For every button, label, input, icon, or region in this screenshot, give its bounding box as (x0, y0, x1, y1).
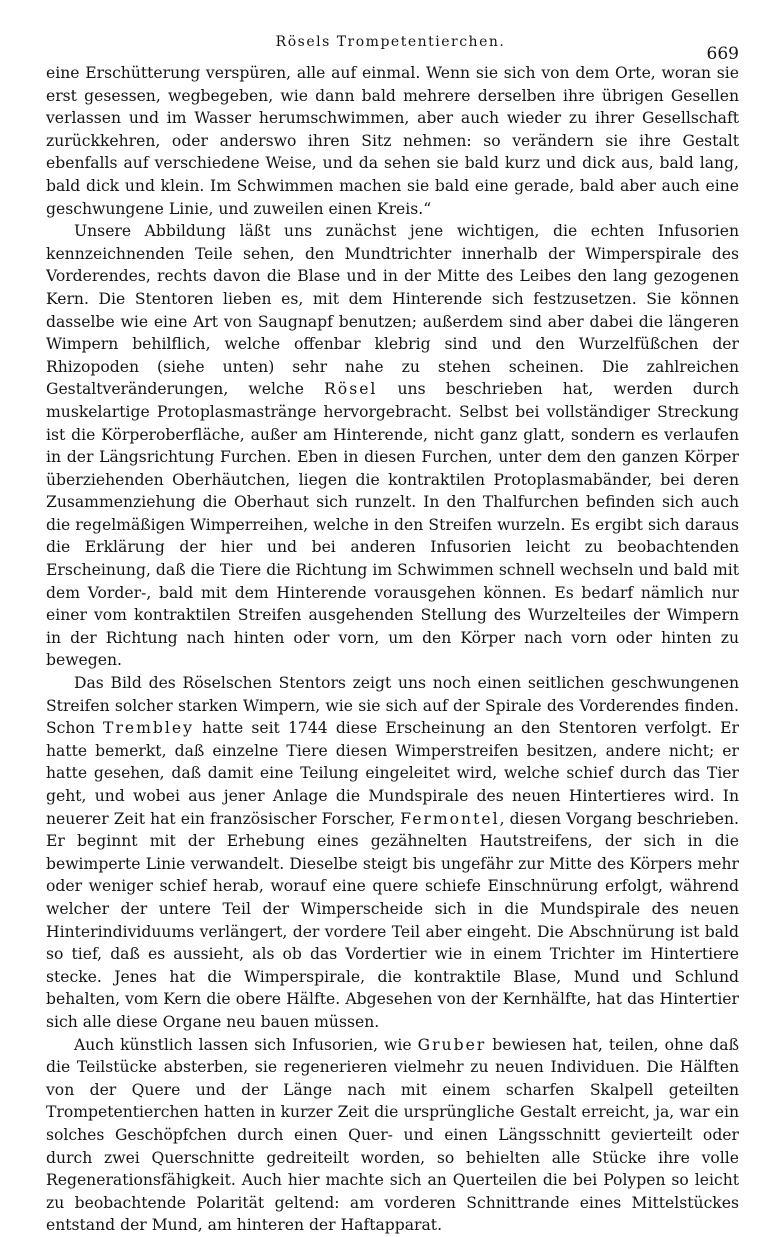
author-name-trembley: Trembley (103, 719, 194, 738)
author-name-gruber: Gruber (417, 1035, 487, 1054)
body-text (46, 62, 739, 1237)
paragraph-3 (46, 672, 739, 1034)
author-name-fermontel: Fermontel (400, 809, 500, 828)
paragraph-3-text-c: , diesen Vorgang beschrieben. Er beginnt mit der Erhebung eines gezähnelten Hautstreifens, der sich in die bewimperte Linie verwandelt. Dieselbe steigt bis ungefähr zur Mitte des Körpers mehr oder weniger schief herab, worauf eine quere schiefe Einschnürung erfolgt, während welcher der untere Teil der Wimperscheide sich in die Mundspirale des neuen Hinterindividuums verlängert, der vordere Teil aber eingeht. Die Abschnürung ist bald so tief, daß es aussieht, als ob das Vordertier wie in einem Trichter im Hintertiere stecke. Jenes hat die Wimperspirale, die kontraktile Blase, Mund und Schlund behalten, vom Kern die obere Hälfte. Abgesehen von der Kernhälfte, hat das Hintertier sich alle diese Organe neu bauen müssen. (46, 809, 739, 1031)
paragraph-2-text-b: uns beschrieben hat, werden durch muskelartige Protoplasmastränge hervorgebracht. Selbst bei vollständiger Streckung ist die Körperoberfläche, außer am Hinterende, nicht ganz glatt, sondern es verlaufen in der Längsrichtung Furchen. Eben in diesen Furchen, unter dem den ganzen Körper überziehenden Oberhäutchen, liegen die kontraktilen Protoplasmabänder, bei deren Zusammenziehung die Oberhaut sich runzelt. In den Thalfurchen befinden sich auch die regelmäßigen Wimperreihen, welche in den Streifen wurzeln. Es ergibt sich daraus die Erklärung der hier und bei anderen Infusorien leicht zu beobachtenden Erscheinung, daß die Tiere die Richtung im Schwimmen schnell wechseln und bald mit dem Vorder-, bald mit dem Hinterende vorausgehen können. Es bedarf nämlich nur einer vom kontraktilen Streifen ausgehenden Stellung des Wurzelteiles der Wimpern in der Richtung nach hinten oder vorn, um den Körper nach vorn oder hinten zu bewegen. (46, 380, 740, 670)
paragraph-4 (46, 1034, 739, 1237)
page-number: 669 (706, 44, 739, 64)
running-title: Rösels Trompetentierchen. (275, 34, 506, 50)
paragraph-4-text-a: Auch künstlich lassen sich Infusorien, wie (74, 1035, 418, 1054)
paragraph-2 (46, 220, 739, 672)
paragraph-4-text-b: bewiesen hat, teilen, ohne daß die Teilstücke absterben, sie regenerieren vielmehr zu neuen Individuen. Die Hälften von der Quere und der Länge nach mit einem scharfen Skalpell geteilten Trompetentierchen hatten in kurzer Zeit die ursprüngliche Gestalt erreicht, ja, war ein solches Geschöpfchen durch einen Quer- und einen Längsschnitt gevierteilt oder durch zwei Querschnitte gedreiteilt worden, so behielten alle Stücke ihre volle Regenerationsfähigkeit. Auch hier machte sich an Querteilen die bei Polypen so leicht zu beobachtende Polarität geltend: am vorderen Schnittrande eines Mittelstückes entstand der Mund, am hinteren der Haftapparat. (46, 1035, 739, 1235)
author-name-roesel: Rösel (324, 380, 378, 399)
paragraph-1: eine Erschütterung verspüren, alle auf einmal. Wenn sie sich von dem Orte, woran sie erst gesessen, wegbegeben, wie dann bald mehrere derselben ihre übrigen Gesellen verlassen und im Wasser herumschwimmen, aber auch wieder zu ihrer Gesellschaft zurückkehren, oder anderswo ihren Sitz nehmen: so verändern sie ihre Gestalt ebenfalls auf verschiedene Weise, und da sehen sie bald kurz und dick aus, bald lang, bald dick und klein. Im Schwimmen machen sie bald eine gerade, bald aber auch eine geschwungene Linie, und zuweilen einen Kreis.“ (46, 64, 739, 218)
paragraph-2-text-a: Unsere Abbildung läßt uns zunächst jene wichtigen, die echten Infusorien kennzeichnenden Teile sehen, den Mundtrichter innerhalb der Wimperspirale des Vorderendes, rechts davon die Blase und in der Mitte des Leibes den lang gezogenen Kern. Die Stentoren lieben es, mit dem Hinterende sich festzusetzen. Sie können dasselbe wie eine Art von Saugnapf benutzen; außerdem sind aber dabei die längeren Wimpern behilflich, welche offenbar klebrig sind und den Wurzelfüßchen der Rhizopoden (siehe unten) sehr nahe zu stehen scheinen. Die zahlreichen Gestaltveränderungen, welche (46, 222, 739, 399)
paragraph-3-text-a: Das Bild des Röselschen Stentors zeigt uns noch einen seitlichen geschwungenen Streifen solcher starken Wimpern, wie sie sich auf der Spirale des Vorderendes finden. Schon (46, 674, 739, 738)
paragraph-3-text-b: hatte seit 1744 diese Erscheinung an den Stentoren verfolgt. Er hatte bemerkt, daß einzelne Tiere diesen Wimperstreifen besitzen, andere nicht; er hatte gesehen, daß damit eine Teilung eingeleitet wird, welche schief durch das Tier geht, und wobei aus jener Anlage die Mundspirale des neuen Hintertieres wird. In neuerer Zeit hat ein französischer Forscher, (46, 719, 739, 828)
